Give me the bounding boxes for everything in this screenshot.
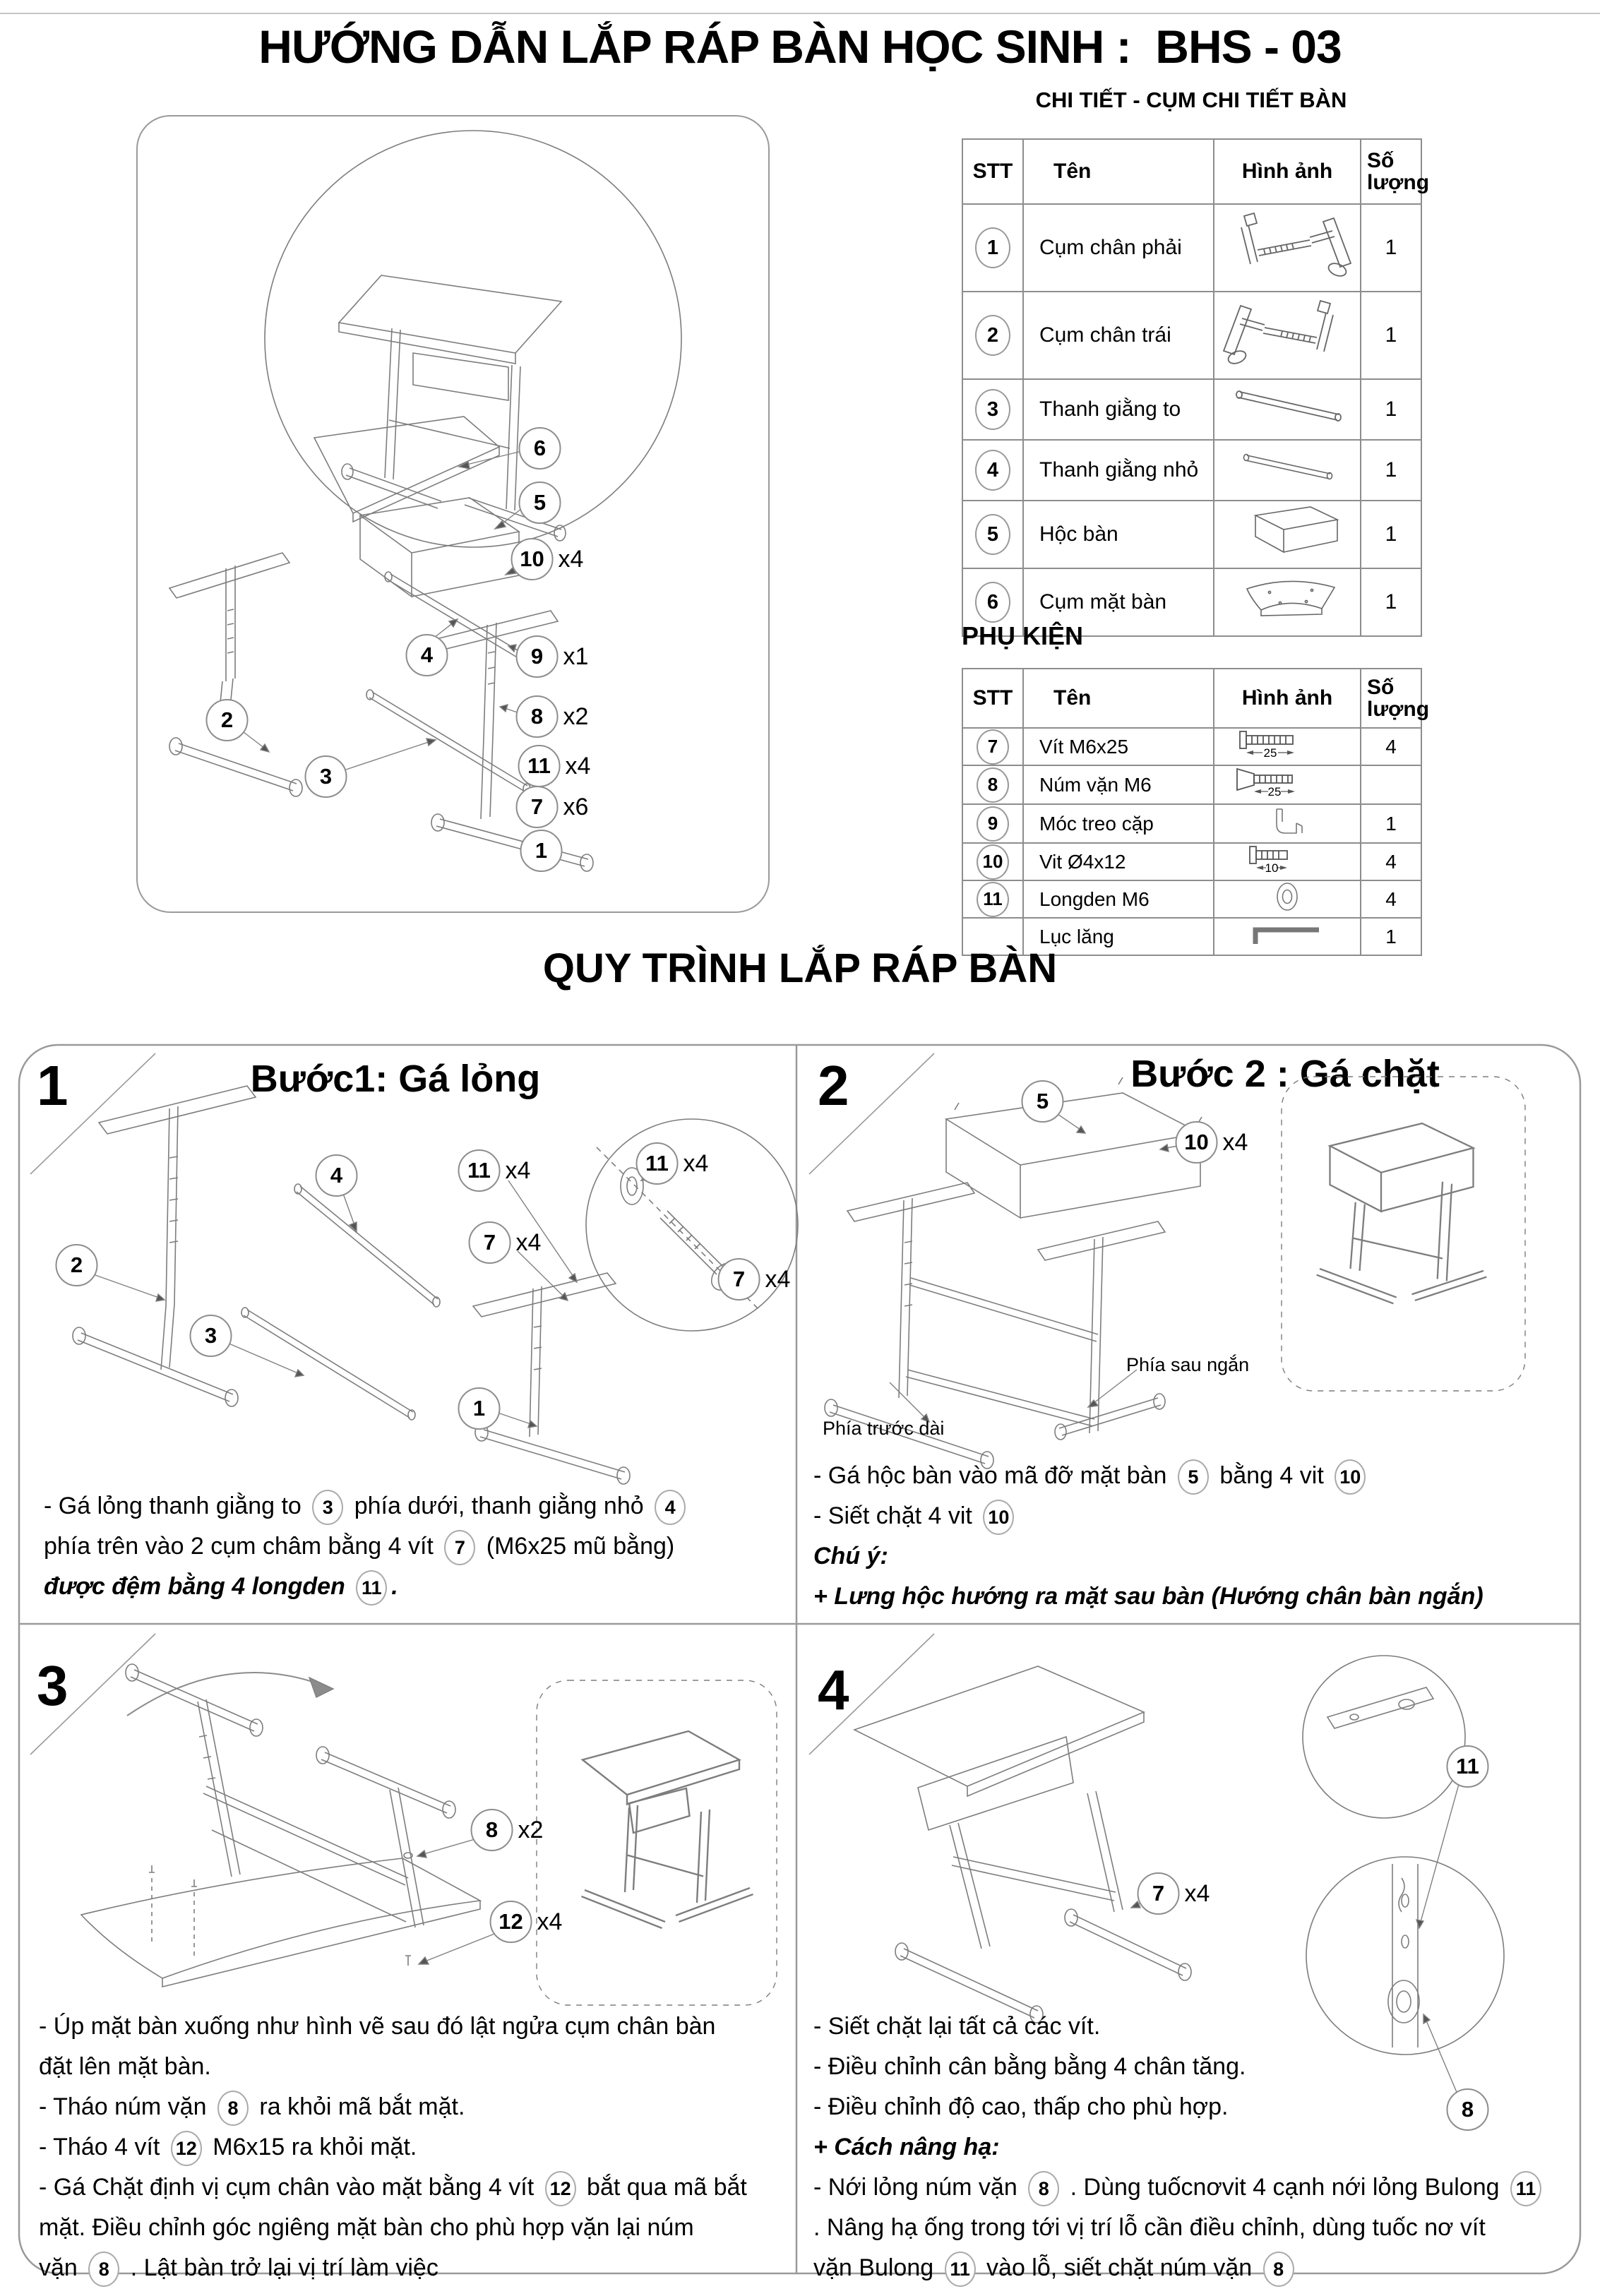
instruction-line [813,2007,1546,2047]
table-row [962,379,1421,440]
part-name: Hộc bàn [1023,501,1214,568]
callout-5 [1022,1080,1069,1123]
instruction-text: vặn Bulong [813,2254,941,2281]
callout-circle: 10 [511,538,554,580]
part-number-cell [962,880,1023,918]
part-number-cell [962,292,1023,379]
callout-circle: 1 [520,830,563,872]
part-number: 4 [975,450,1010,491]
callout-qty: x4 [765,1265,791,1293]
callout-circle: 4 [316,1154,358,1197]
callout-circle: 2 [206,699,249,741]
instruction-line [813,2127,1546,2168]
callout-circle: 2 [56,1244,98,1286]
instruction-line [39,2127,747,2168]
process-title: QUY TRÌNH LẮP RÁP BÀN [542,945,1058,991]
instruction-text: + Lưng hộc hướng ra mặt sau bàn (Hướng chân bàn ngắn) [813,1583,1483,1610]
callout-4 [406,634,453,676]
instruction-line [39,2168,747,2208]
callout-4 [316,1154,363,1197]
instruction-text: - Gá Chặt định vị cụm chân vào mặt bằng 4 vít [39,2174,541,2201]
callout-circle: 10 [1176,1121,1218,1164]
instruction-text: - Úp mặt bàn xuống như hình vẽ sau đó lật ngửa cụm chân bàn [39,2013,716,2040]
instruction-line [813,2087,1546,2127]
table-header-row [962,139,1421,204]
step-3-number: 3 [37,1654,68,1717]
instruction-text: mặt. Điều chỉnh góc ngiêng mặt bàn cho phù hợp vặn lại núm [39,2214,694,2241]
part-name: Cụm chân trái [1023,292,1214,379]
instruction-line [39,2248,747,2288]
callout-3 [305,755,352,798]
instruction-text: phía trên vào 2 cụm châm bằng 4 vít [44,1533,441,1560]
parts-table-title: CHI TIẾT - CỤM CHI TIẾT BÀN [1035,88,1347,112]
callout-qty: x2 [518,1816,544,1843]
callout-6 [519,427,566,470]
instruction-text: . Nâng hạ ống trong tới vị trí lỗ cần điều chỉnh, dùng tuốc nơ vít [813,2214,1486,2241]
instruction-text: . Dùng tuốcnơvit 4 cạnh nới lỏng Bulong [1063,2174,1506,2201]
instruction-text: . [391,1573,398,1600]
table-row [962,728,1421,765]
part-number: 7 [977,729,1009,765]
instruction-line [44,1526,690,1567]
callout-circle: 3 [305,755,347,798]
callout-qty: x2 [563,702,589,730]
callout-circle: 3 [190,1315,232,1357]
callout-circle: 8 [471,1809,513,1851]
col-header-hinh-anh: Hình ảnh [1214,669,1361,728]
instruction-text: đặt lên mặt bàn. [39,2053,211,2080]
part-quantity: 1 [1361,804,1421,843]
part-quantity: 1 [1361,568,1421,636]
callout-1 [520,830,568,872]
callout-10 [511,538,584,580]
bar-large-icon [1214,379,1361,440]
instruction-line [44,1567,690,1607]
callout-11 [636,1142,709,1185]
instruction-line [44,1486,690,1526]
step-1-title: Bước1: Gá lỏng [250,1058,541,1100]
callout-circle: 1 [458,1387,501,1430]
part-number: 9 [977,806,1009,842]
callout-8 [516,695,589,738]
callout-circle: 5 [519,482,561,524]
callout-1 [458,1387,506,1430]
circled-part-ref: 12 [171,2131,202,2166]
part-number: 10 [977,844,1009,880]
instruction-line [813,2248,1546,2288]
callout-circle: 7 [516,786,559,828]
part-name: Móc treo cặp [1023,804,1214,843]
table-row [962,204,1421,292]
col-header-stt: STT [962,139,1023,204]
circled-part-ref: 11 [356,1570,387,1606]
instruction-line [813,2208,1546,2248]
callout-5 [519,482,566,524]
callout-circle: 7 [718,1258,760,1301]
instruction-text: vặn [39,2254,85,2281]
accessories-table-title: PHỤ KIỆN [962,621,1084,650]
bolt-icon [1214,728,1361,765]
callout-circle: 8 [1447,2088,1489,2131]
step-4-number: 4 [818,1658,849,1721]
instruction-text: được đệm bằng 4 longden [44,1573,352,1600]
instruction-text: - Siết chặt 4 vit [813,1502,979,1529]
callout-circle: 4 [406,634,448,676]
instruction-line [813,2168,1546,2208]
hook-icon [1214,804,1361,843]
table-row [962,440,1421,501]
svg-text:25: 25 [1263,746,1277,760]
exploded-view-box [136,115,770,913]
instruction-text: - Tháo núm vặn [39,2093,213,2120]
table-row [962,765,1421,804]
instruction-text: - Tháo 4 vít [39,2134,167,2160]
callout-qty: x6 [563,793,589,820]
instruction-text: M6x15 ra khỏi mặt. [205,2134,417,2160]
tabletop-icon [1214,568,1361,636]
part-quantity: 1 [1361,292,1421,379]
col-header-so-luong: Số lượng [1361,669,1421,728]
callout-qty: x1 [563,642,589,670]
part-name: Thanh giằng nhỏ [1023,440,1214,501]
callout-11 [1447,1745,1494,1788]
instruction-text: bằng 4 vit [1212,1462,1331,1489]
part-name: Cụm mặt bàn [1023,568,1214,636]
leg-right-icon [1214,204,1361,292]
callout-3 [190,1315,237,1357]
table-row [962,843,1421,880]
instruction-text: - Điều chỉnh độ cao, thấp cho phù hợp. [813,2093,1229,2120]
part-name: Vít M6x25 [1023,728,1214,765]
table-row [962,804,1421,843]
callout-circle: 9 [516,635,559,678]
callout-circle: 11 [636,1142,679,1185]
instruction-line [39,2208,747,2248]
instruction-text: vào lỗ, siết chặt núm vặn [979,2254,1259,2281]
part-number-cell [962,379,1023,440]
circled-part-ref: 11 [1510,2171,1541,2206]
circled-part-ref: 11 [945,2252,976,2287]
circled-part-ref: 12 [545,2171,576,2206]
label-front-long: Phía trước dài [823,1418,945,1439]
col-header-ten: Tên [1023,669,1214,728]
instruction-line [813,1577,1483,1617]
instruction-text: - Siết chặt lại tất cả các vít. [813,2013,1101,2040]
drawer-icon [1214,501,1361,568]
step-3-instructions [39,2007,747,2288]
part-number: 1 [975,227,1010,268]
part-name: Lục lăng [1023,918,1214,955]
circled-part-ref: 8 [1028,2171,1059,2206]
leg-left-icon [1214,292,1361,379]
part-name: Cụm chân phải [1023,204,1214,292]
circled-part-ref: 8 [88,2252,119,2287]
instruction-text: - Nới lỏng núm vặn [813,2174,1025,2201]
step-1-instructions [44,1486,690,1607]
callout-circle: 6 [519,427,561,470]
callout-9 [516,635,589,678]
table-row [962,292,1421,379]
part-quantity: 4 [1361,728,1421,765]
instruction-text: - Gá hộc bàn vào mã đỡ mặt bàn [813,1462,1174,1489]
part-quantity: 4 [1361,843,1421,880]
callout-11 [518,745,591,787]
callout-qty: x4 [565,752,591,779]
circled-part-ref: 10 [983,1500,1014,1535]
table-row [962,501,1421,568]
part-number: 3 [975,389,1010,430]
circled-part-ref: 5 [1178,1459,1209,1495]
accessories-table [962,668,1430,956]
parts-table [962,138,1430,637]
knob-icon [1214,765,1361,804]
callout-10 [1176,1121,1248,1164]
circled-part-ref: 4 [655,1490,686,1525]
exploded-diagram [138,116,768,911]
instruction-line [39,2087,747,2127]
callout-circle: 11 [458,1149,501,1192]
part-number: 5 [975,514,1010,555]
bar-small-icon [1214,440,1361,501]
svg-text:25: 25 [1267,785,1282,799]
part-number: 2 [975,315,1010,356]
circled-part-ref: 8 [1263,2252,1294,2287]
callout-qty: x4 [1184,1879,1210,1907]
instruction-line [813,2047,1546,2087]
instruction-text: phía dưới, thanh giằng nhỏ [347,1493,651,1519]
callout-circle: 12 [490,1901,532,1943]
callout-7 [469,1221,542,1264]
circled-part-ref: 3 [312,1490,343,1525]
callout-7 [718,1258,791,1301]
instruction-text: + Cách nâng hạ: [813,2134,1000,2160]
part-number: 8 [977,767,1009,803]
callout-circle: 5 [1022,1080,1064,1123]
part-number-cell [962,728,1023,765]
part-number-cell [962,501,1023,568]
part-quantity: 1 [1361,918,1421,955]
callout-circle: 7 [1138,1872,1180,1915]
screw-icon [1214,843,1361,880]
part-name: Thanh giằng to [1023,379,1214,440]
callout-circle: 11 [1447,1745,1489,1788]
instruction-text: - Gá lỏng thanh giằng to [44,1493,309,1519]
part-quantity: 4 [1361,880,1421,918]
step-2-number: 2 [818,1054,849,1117]
part-number-cell [962,204,1023,292]
part-quantity: 1 [1361,204,1421,292]
instruction-text: (M6x25 mũ bằng) [479,1533,675,1560]
callout-circle: 7 [469,1221,511,1264]
callout-8 [471,1809,544,1851]
top-rule [0,13,1600,14]
part-number: 11 [977,882,1009,917]
part-number-cell [962,804,1023,843]
step-1-number: 1 [37,1054,68,1117]
col-header-ten: Tên [1023,139,1214,204]
callout-qty: x4 [1222,1128,1248,1156]
part-name: Longden M6 [1023,880,1214,918]
part-number: 6 [975,582,1010,623]
instruction-text: - Điều chỉnh cân bằng bằng 4 chân tăng. [813,2053,1246,2080]
callout-qty: x4 [515,1228,542,1256]
col-header-stt: STT [962,669,1023,728]
instruction-line [39,2007,747,2047]
page-title: HƯỚNG DẪN LẮP RÁP BÀN HỌC SINH : BHS - 03 [258,20,1342,73]
callout-qty: x4 [683,1149,709,1177]
callout-qty: x4 [537,1908,563,1935]
part-name: Vit Ø4x12 [1023,843,1214,880]
instruction-text: ra khỏi mã bắt mặt. [252,2093,465,2120]
step-2-instructions [813,1456,1483,1617]
callout-2 [206,699,253,741]
callout-12 [490,1901,563,1943]
step-2-title: Bước 2 : Gá chặt [1130,1053,1440,1095]
part-number-cell [962,440,1023,501]
instruction-text: Chú ý: [813,1543,888,1569]
washer-icon [1214,880,1361,918]
part-quantity: 1 [1361,501,1421,568]
callout-2 [56,1244,103,1286]
col-header-so-luong: Số lượng [1361,139,1421,204]
instruction-line [813,1536,1483,1577]
callout-qty: x4 [505,1156,531,1184]
part-quantity: 1 [1361,379,1421,440]
label-rear-short: Phía sau ngắn [1126,1354,1250,1375]
instruction-text: . Lật bàn trở lại vị trí làm việc [124,2254,438,2281]
table-header-row [962,669,1421,728]
step-3-diagram [21,1645,791,2019]
circled-part-ref: 7 [444,1530,475,1565]
callout-11 [458,1149,531,1192]
part-number-cell [962,843,1023,880]
step-1-diagram [21,1073,791,1490]
instruction-line [39,2047,747,2087]
instruction-line [813,1496,1483,1536]
callout-7 [1138,1872,1210,1915]
part-quantity: 1 [1361,440,1421,501]
callout-circle: 8 [516,695,559,738]
callout-circle: 11 [518,745,561,787]
part-name: Núm vặn M6 [1023,765,1214,804]
part-number-cell [962,765,1023,804]
svg-text:10: 10 [1265,861,1279,875]
instruction-line [813,1456,1483,1496]
step-4-instructions [813,2007,1546,2288]
circled-part-ref: 10 [1335,1459,1366,1495]
table-row [962,880,1421,918]
part-quantity [1361,765,1421,804]
callout-7 [516,786,589,828]
col-header-hinh-anh: Hình ảnh [1214,139,1361,204]
circled-part-ref: 8 [217,2091,249,2126]
callout-qty: x4 [558,545,584,573]
instruction-text: bắt qua mã bắt [580,2174,747,2201]
